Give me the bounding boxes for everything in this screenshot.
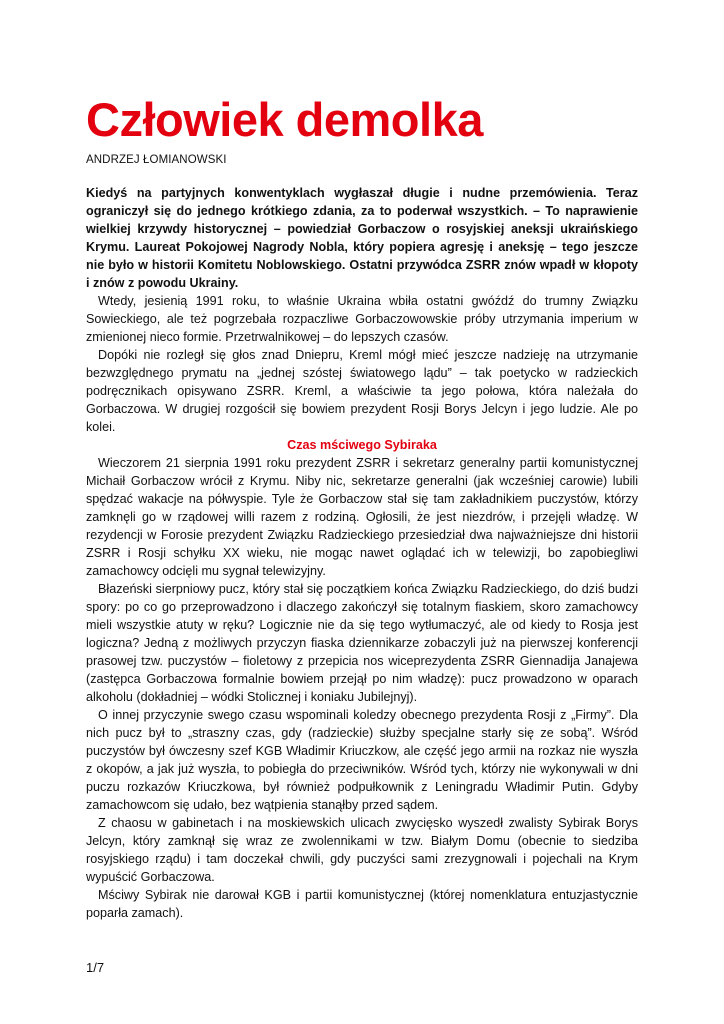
article-paragraph: O innej przyczynie swego czasu wspominali koledzy obecnego prezydenta Rosji z „Firmy”. Dla nich pucz był to „straszny czas, gdy (radzieckie) służby specjalne starły się ze sobą”. Wśród puczystów był ówczesny szef KGB Władimir Kriuczkow, ale część jego armii na rozkaz nie wyszła z okopów, a jak już wyszła, to pobiegła do przeciwników. Wśród tych, którzy nie wykonywali w dni puczu rozkazów Kriuczkowa, był również podpułkownik z Leningradu Władimir Putin. Gdyby zamachowcom się udało, bez wątpienia stanąłby przed sądem. [86,708,638,812]
article-title: Człowiek demolka [86,93,483,146]
article-paragraph: Błazeński sierpniowy pucz, który stał się początkiem końca Związku Radzieckiego, do dziś budzi spory: po co go przeprowadzono i dlaczego zakończył się totalnym fiaskiem, skoro zamachowcy mieli wszystkie atuty w ręku? Logicznie nie da się tego wytłumaczyć, ale od kiedy to Rosja jest logiczna? Jedną z możliwych przyczyn fiaska dziennikarze zobaczyli już na pierwszej konferencji prasowej tzw. puczystów – fioletowy z przepicia nos wiceprezydenta ZSRR Giennadija Janajewa (zastępca Gorbaczowa formalnie bowiem przejął po nim władzę): pucz prowadzono w oparach alkoholu (dokładniej – wódki Stolicznej i koniaku Jubilejnyj). [86,582,638,704]
page-number: 1/7 [86,960,105,975]
article-paragraph: Mściwy Sybirak nie darował KGB i partii komunistycznej (której nomenklatura entuzjastycznie poparła zamach). [86,888,638,920]
article-author: ANDRZEJ ŁOMIANOWSKI [86,154,227,166]
article [86,92,638,922]
article-paragraph: Wtedy, jesienią 1991 roku, to właśnie Ukraina wbiła ostatni gwóźdź do trumny Związku Sowieckiego, ale też pogrzebała rozpaczliwe Gorbaczowowskie próby utrzymania imperium w zmienionej nieco formie. Przetrwalnikowej – do lepszych czasów. [86,294,638,344]
article-lead: Kiedyś na partyjnych konwentyklach wygłaszał długie i nudne przemówienia. Teraz ograniczył się do jednego krótkiego zdania, za to poderwał wszystkich. – To naprawienie wielkiej krzywdy historycznej – powiedział Gorbaczow o rosyjskiej aneksji ukraińskiego Krymu. Laureat Pokojowej Nagrody Nobla, który popiera agresję i aneksję – tego jeszcze nie było w historii Komitetu Noblowskiego. Ostatni przywódca ZSRR znów wpadł w kłopoty i znów z powodu Ukrainy. [86,186,638,290]
article-paragraph: Z chaosu w gabinetach i na moskiewskich ulicach zwycięsko wyszedł zwalisty Sybirak Borys Jelcyn, który zamknął się wraz ze zwolennikami w tzw. Białym Domu (obecnie to siedziba rosyjskiego rządu) i tam doczekał chwili, gdy puczyści sami zrezygnowali i pojechali na Krym wypuścić Gorbaczowa. [86,816,638,884]
article-paragraph: Dopóki nie rozległ się głos znad Dniepru, Kreml mógł mieć jeszcze nadzieję na utrzymanie bezwzględnego prymatu na „jednej szóstej światowego lądu” – tak poetycko w radzieckich podręcznikach opisywano ZSRR. Kreml, a właściwie ta jego połowa, która należała do Gorbaczowa. W drugiej rozgościł się bowiem prezydent Rosji Borys Jelcyn i jego ludzie. Ale po kolei. [86,348,638,434]
article-paragraph: Wieczorem 21 sierpnia 1991 roku prezydent ZSRR i sekretarz generalny partii komunistycznej Michaił Gorbaczow wrócił z Krymu. Niby nic, sekretarze generalni (jak wcześniej carowie) lubili spędzać wakacje na półwyspie. Tyle że Gorbaczow stał się tam zakładnikiem puczystów, którzy zamknęli go w rządowej willi razem z rodziną. Ogłosili, że jest niezdrów, i przejęli władzę. W rezydencji w Forosie prezydent Związku Radzieckiego przesiedział dwa najważniejsze dni historii ZSRR i Rosji schyłku XX wieku, nie mogąc nawet oglądać ich w telewizji, bo zapobiegliwi zamachowcy odcięli mu sygnał telewizyjny. [86,456,638,578]
section-subheading: Czas mściwego Sybiraka [287,438,437,452]
